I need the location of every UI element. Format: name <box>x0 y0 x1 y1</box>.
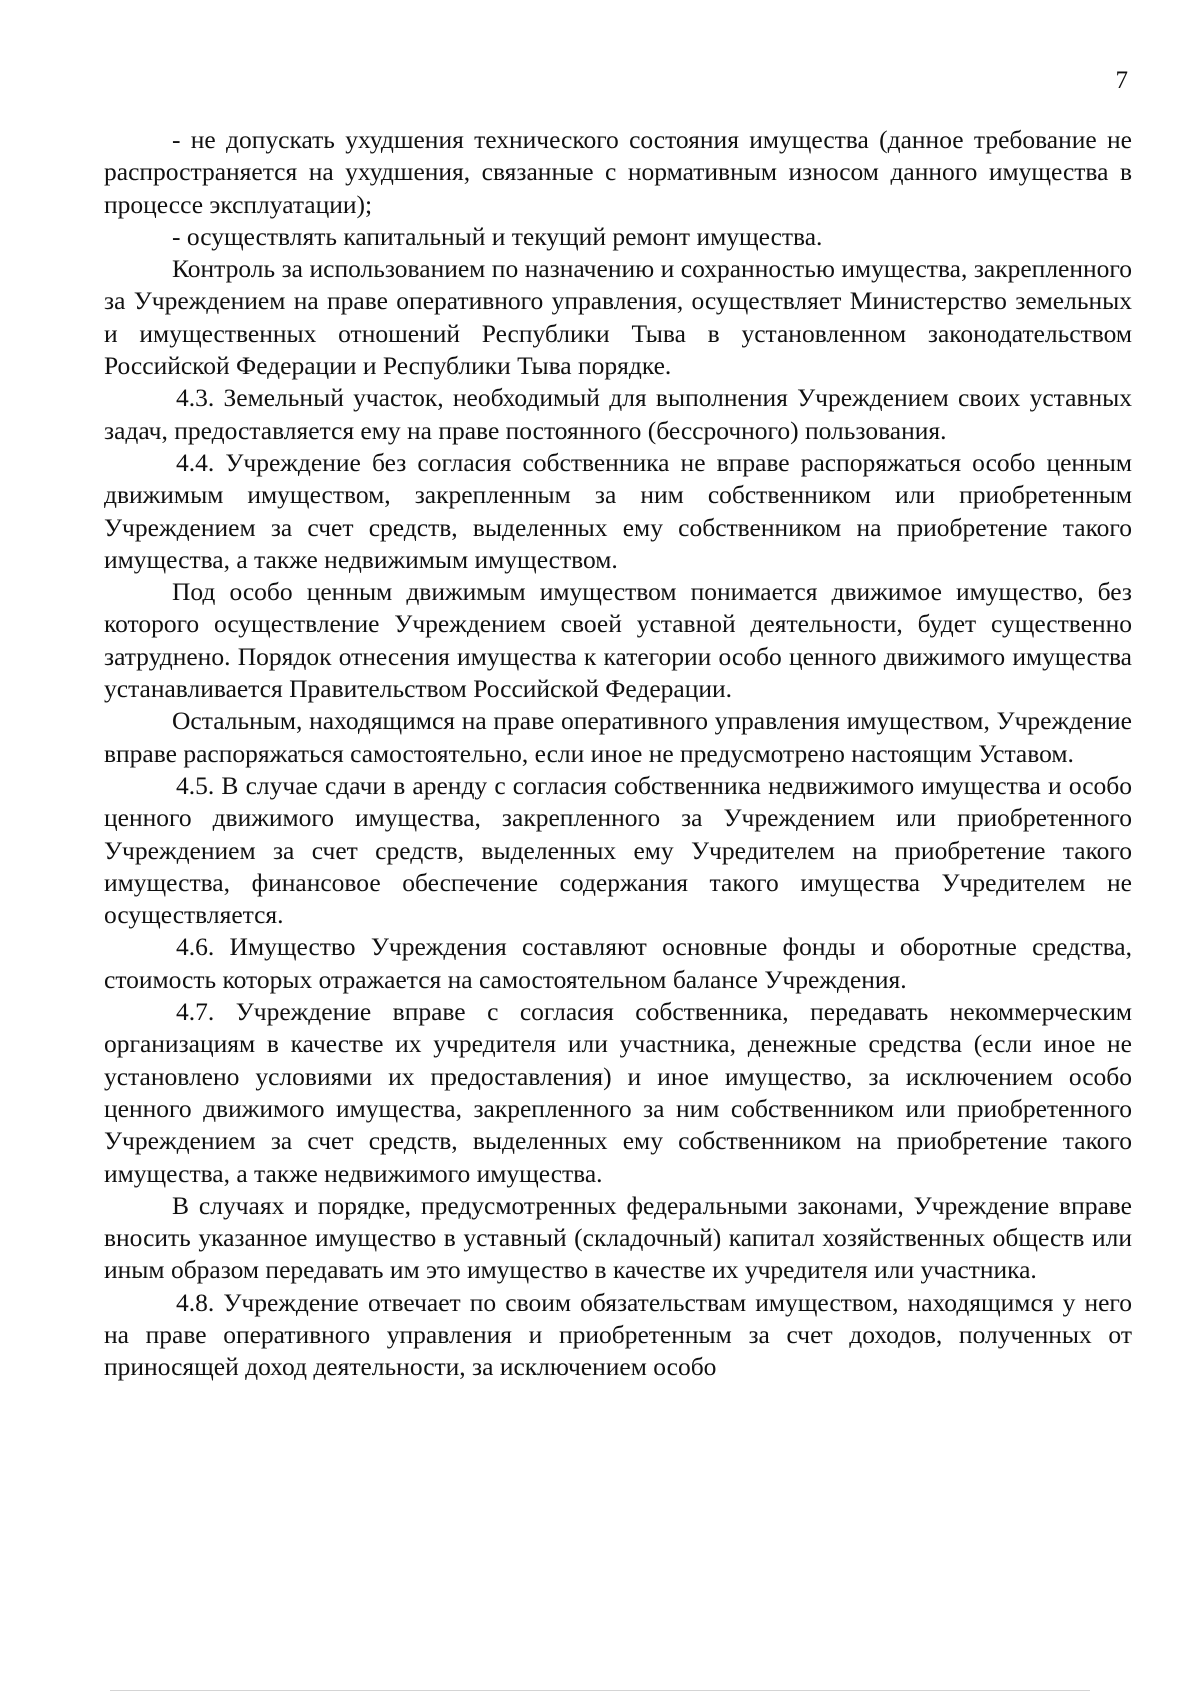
paragraph-other-property: Остальным, находящимся на праве оперативного управления имуществом, Учреждение вправе распоряжаться самостоятельно, если иное не предусмотрено настоящим Уставом. <box>104 706 1132 768</box>
page-bottom-rule <box>110 1690 1090 1691</box>
document-body <box>104 124 1132 1384</box>
clause-4-3: 4.3. Земельный участок, необходимый для выполнения Учреждением своих уставных задач, предоставляется ему на праве постоянного (бессрочного) пользования. <box>104 383 1132 445</box>
page-number: 7 <box>1115 67 1128 94</box>
paragraph-contribution: В случаях и порядке, предусмотренных федеральными законами, Учреждение вправе вносить указанное имущество в уставный (складочный) капитал хозяйственных обществ или иным образом передавать им это имущество в качестве их учредителя или участника. <box>104 1190 1132 1285</box>
clause-4-8: 4.8. Учреждение отвечает по своим обязательствам имуществом, находящимся у него на праве оперативного управления и приобретенным за счет доходов, полученных от приносящей доход деятельности, за исключением особо <box>104 1287 1132 1382</box>
clause-4-6: 4.6. Имущество Учреждения составляют основные фонды и оборотные средства, стоимость которых отражается на самостоятельном балансе Учреждения. <box>104 932 1132 994</box>
paragraph-valuable-property: Под особо ценным движимым имуществом понимается движимое имущество, без которого осуществление Учреждением своей уставной деятельности, будет существенно затруднено. Порядок отнесения имущества к категории особо ценного движимого имущества устанавливается Правительством Российской Федерации. <box>104 577 1132 704</box>
paragraph-repair: - осуществлять капитальный и текущий ремонт имущества. <box>172 221 823 251</box>
clause-4-5: 4.5. В случае сдачи в аренду с согласия собственника недвижимого имущества и особо ценного движимого имущества, закрепленного за Учреждением или приобретенного Учреждением за счет средств, выделенных ему Учредителем на приобретение такого имущества, финансовое обеспечение содержания такого имущества Учредителем не осуществляется. <box>104 770 1132 930</box>
paragraph-control: Контроль за использованием по назначению и сохранностью имущества, закрепленного за Учреждением на праве оперативного управления, осуществляет Министерство земельных и имущественных отношений Республики Тыва в установленном законодательством Российской Федерации и Республики Тыва порядке. <box>104 254 1132 381</box>
clause-4-4: 4.4. Учреждение без согласия собственника не вправе распоряжаться особо ценным движимым имуществом, закрепленным за ним собственником или приобретенным Учреждением за счет средств, выделенных ему собственником на приобретение такого имущества, а также недвижимым имуществом. <box>104 447 1132 574</box>
paragraph-no-deterioration: - не допускать ухудшения технического состояния имущества (данное требование не распространяется на ухудшения, связанные с нормативным износом данного имущества в процессе эксплуатации); <box>104 125 1132 219</box>
clause-4-7: 4.7. Учреждение вправе с согласия собственника, передавать некоммерческим организациям в качестве их учредителя или участника, денежные средства (если иное не установлено условиями их предоставления) и иное имущество, за исключением особо ценного движимого имущества, закрепленного за ним собственником или приобретенного Учреждением за счет средств, выделенных ему собственником на приобретение такого имущества, а также недвижимого имущества. <box>104 997 1132 1188</box>
